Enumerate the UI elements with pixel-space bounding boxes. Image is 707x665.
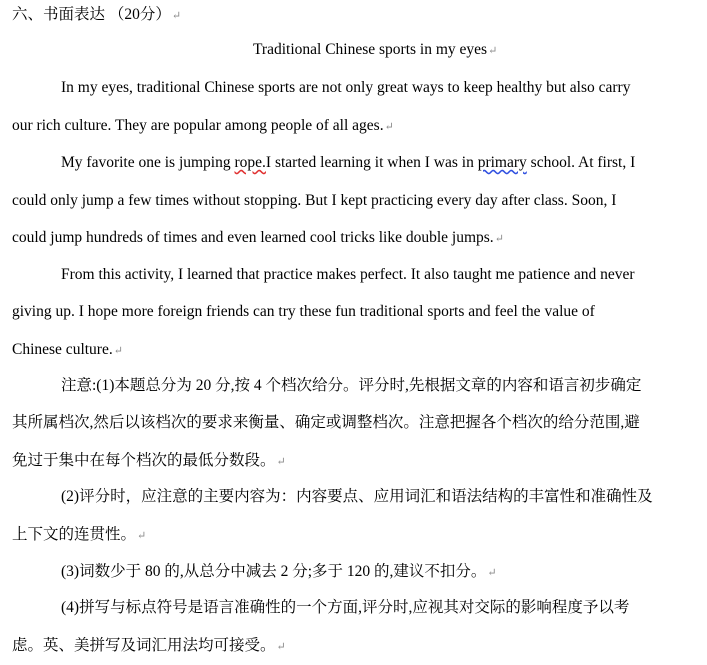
section-heading-text: 六、书面表达 （20分） <box>12 6 171 23</box>
essay-title-text: Traditional Chinese sports in my eyes <box>253 41 488 58</box>
note-text: 免过于集中在每个档次的最低分数段。 <box>12 452 276 469</box>
paragraph-mark-icon: ↵ <box>384 121 394 133</box>
paragraph-mark-icon: ↵ <box>276 641 286 653</box>
essay-paragraph-1-line-1: In my eyes, traditional Chinese sports are not only great ways to keep healthy but also carry <box>61 79 631 96</box>
note-text: 虑。英、美拼写及词汇用法均可接受。 <box>12 637 276 654</box>
spelling-error-mark: rope. <box>234 154 266 171</box>
note-4-line-2 <box>12 636 286 657</box>
essay-text: could jump hundreds of times and even learned cool tricks like double jumps. <box>12 229 494 246</box>
paragraph-mark-icon: ↵ <box>488 45 498 57</box>
note-text: 上下文的连贯性。 <box>12 526 137 543</box>
essay-text: our rich culture. They are popular among people of all ages. <box>12 117 384 134</box>
essay-paragraph-2-line-3 <box>12 228 504 249</box>
essay-text: My favorite one is jumping <box>61 154 235 171</box>
essay-paragraph-3-line-2: giving up. I hope more foreign friends can try these fun traditional sports and feel the value of <box>12 303 595 320</box>
essay-title <box>253 40 497 61</box>
grammar-error-mark: primary <box>477 154 527 171</box>
note-3-line-1 <box>61 562 497 583</box>
essay-text: Chinese culture. <box>12 341 113 358</box>
paragraph-mark-icon: ↵ <box>487 567 497 579</box>
note-1-line-1: 注意:(1)本题总分为 20 分,按 4 个档次给分。评分时,先根据文章的内容和语言初步确定 <box>61 377 642 394</box>
paragraph-mark-icon: ↵ <box>113 345 123 357</box>
essay-paragraph-3-line-3 <box>12 340 123 361</box>
note-text: (3)词数少于 80 的,从总分中减去 2 分;多于 120 的,建议不扣分。 <box>61 563 487 580</box>
note-2-line-2 <box>12 525 146 546</box>
note-1-line-2: 其所属档次,然后以该档次的要求来衡量、确定或调整档次。注意把握各个档次的给分范围,避 <box>12 414 640 431</box>
paragraph-mark-icon: ↵ <box>494 233 504 245</box>
section-heading <box>12 5 181 26</box>
essay-paragraph-1-line-2 <box>12 116 394 137</box>
paragraph-mark-icon: ↵ <box>171 10 182 22</box>
note-1-line-3 <box>12 451 286 472</box>
essay-paragraph-2-line-1 <box>61 153 635 173</box>
note-4-line-1: (4)拼写与标点符号是语言准确性的一个方面,评分时,应视其对交际的影响程度予以考 <box>61 599 630 616</box>
essay-text: I started learning it when I was in <box>265 154 478 171</box>
paragraph-mark-icon: ↵ <box>276 456 286 468</box>
essay-text: school. At first, I <box>526 154 636 171</box>
paragraph-mark-icon: ↵ <box>137 530 147 542</box>
note-2-line-1: (2)评分时，应注意的主要内容为：内容要点、应用词汇和语法结构的丰富性和准确性及 <box>61 488 653 505</box>
essay-paragraph-3-line-1: From this activity, I learned that practice makes perfect. It also taught me patience and never <box>61 266 635 283</box>
essay-paragraph-2-line-2: could only jump a few times without stopping. But I kept practicing every day after class. Soon, I <box>12 192 617 209</box>
